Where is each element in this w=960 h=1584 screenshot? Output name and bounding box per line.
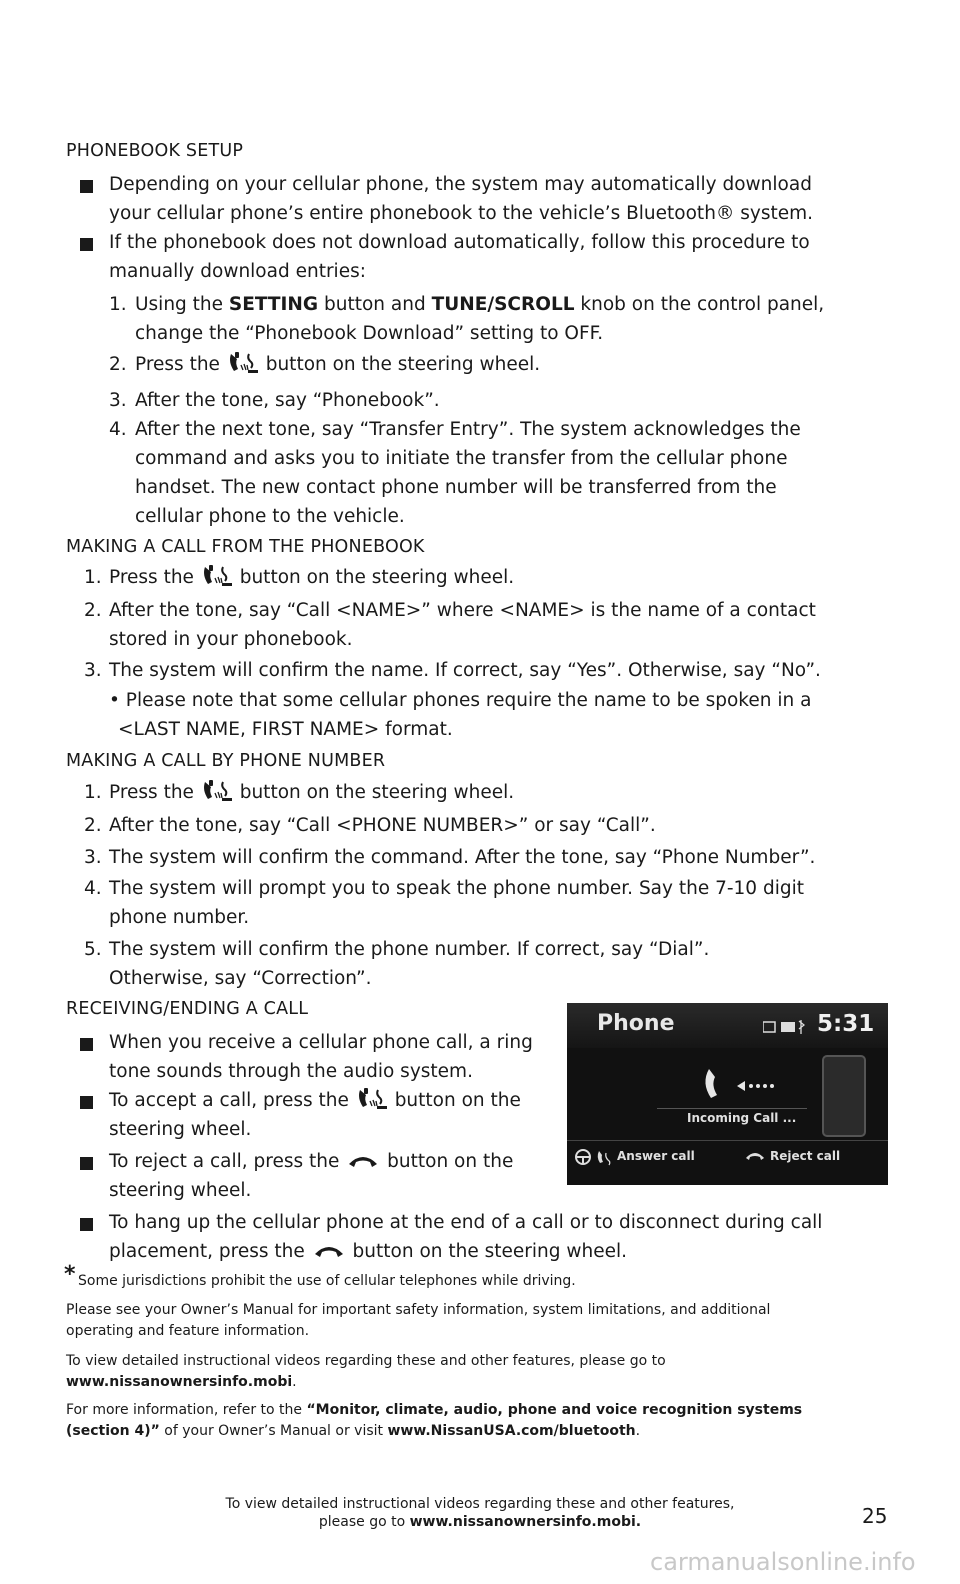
- step-text: The system will confirm the phone number. If correct, say “Dial”.: [109, 939, 710, 960]
- step-number: 2.: [109, 354, 127, 375]
- bullet-text: Depending on your cellular phone, the system may automatically download: [109, 174, 812, 195]
- answer-call-label: Answer call: [617, 1149, 695, 1163]
- screen-title: Phone: [597, 1011, 675, 1036]
- page-number: 25: [862, 1504, 888, 1528]
- step-text: phone number.: [109, 907, 250, 928]
- asterisk: *: [64, 1262, 76, 1287]
- bullet-marker: [80, 238, 93, 251]
- section-heading: MAKING A CALL BY PHONE NUMBER: [66, 751, 386, 771]
- step-number: 2.: [84, 815, 102, 836]
- step-text: command and asks you to initiate the transfer from the cellular phone: [135, 448, 788, 469]
- divider: [567, 1140, 888, 1141]
- footer-text: please go to www.nissanownersinfo.mobi.: [318, 1514, 642, 1530]
- step-text: After the tone, say “Call <PHONE NUMBER>” or say “Call”.: [109, 815, 656, 836]
- reject-icon: [745, 1151, 765, 1161]
- bullet-text: steering wheel.: [109, 1119, 252, 1140]
- footnote-text: www.nissanownersinfo.mobi.: [66, 1374, 297, 1390]
- step-text: After the next tone, say “Transfer Entry”. The system acknowledges the: [135, 419, 801, 440]
- footnote-text: For more information, refer to the “Monitor, climate, audio, phone and voice recognition systems: [66, 1402, 803, 1418]
- footer-link[interactable]: www.nissanownersinfo.mobi.: [409, 1514, 642, 1530]
- step-number: 1.: [84, 567, 102, 588]
- step-text: cellular phone to the vehicle.: [135, 506, 405, 527]
- step-number: 1.: [109, 294, 127, 315]
- footnote-text: operating and feature information.: [66, 1323, 310, 1339]
- bullet-marker: [80, 180, 93, 193]
- bullet-text: tone sounds through the audio system.: [109, 1061, 473, 1082]
- footnote-text: To view detailed instructional videos regarding these and other features, please go to: [66, 1353, 666, 1369]
- footnote-text: Some jurisdictions prohibit the use of cellular telephones while driving.: [78, 1273, 576, 1289]
- step-text: The system will confirm the name. If correct, say “Yes”. Otherwise, say “No”.: [109, 660, 821, 681]
- status-icons: [763, 1019, 805, 1035]
- step-number: 3.: [84, 660, 102, 681]
- step-text: The system will confirm the command. After the tone, say “Phone Number”.: [109, 847, 816, 868]
- bullet-text: manually download entries:: [109, 261, 366, 282]
- step-text: stored in your phonebook.: [109, 629, 353, 650]
- step-number: 2.: [84, 600, 102, 621]
- section-heading: MAKING A CALL FROM THE PHONEBOOK: [66, 537, 425, 557]
- footer-text: To view detailed instructional videos regarding these and other features,: [225, 1496, 735, 1512]
- watermark: carmanualsonline.info: [650, 1548, 916, 1576]
- step-number: 4.: [109, 419, 127, 440]
- step-text: After the tone, say “Phonebook”.: [135, 390, 440, 411]
- step-number: 1.: [84, 782, 102, 803]
- bullet-text: If the phonebook does not download automatically, follow this procedure to: [109, 232, 810, 253]
- bullet-text: steering wheel.: [109, 1180, 252, 1201]
- bullet-text: When you receive a cellular phone call, a ring: [109, 1032, 533, 1053]
- step-number: 3.: [84, 847, 102, 868]
- step-text: Press the button on the steering wheel.: [109, 567, 515, 588]
- step-number: 3.: [109, 390, 127, 411]
- step-text: change the “Phonebook Download” setting to OFF.: [135, 323, 604, 344]
- note-text: <LAST NAME, FIRST NAME> format.: [118, 719, 453, 740]
- bullet-text: your cellular phone’s entire phonebook to the vehicle’s Bluetooth® system.: [109, 203, 814, 224]
- incoming-call-label: Incoming Call ...: [687, 1111, 797, 1125]
- phone-device-icon: [822, 1055, 866, 1137]
- step-number: 5.: [84, 939, 102, 960]
- bullet-text: To reject a call, press the button on the: [109, 1151, 514, 1172]
- section-heading: RECEIVING/ENDING A CALL: [66, 999, 309, 1019]
- footnote-link[interactable]: www.nissanownersinfo.mobi: [66, 1374, 293, 1390]
- steering-talk-icon: [575, 1148, 615, 1166]
- step-text: The system will prompt you to speak the phone number. Say the 7-10 digit: [109, 878, 804, 899]
- footnote-link[interactable]: www.NissanUSA.com/bluetooth: [387, 1423, 636, 1439]
- hang-up-button-icon: [314, 1244, 344, 1258]
- hang-up-button-icon: [348, 1154, 378, 1168]
- footnote-text: Please see your Owner’s Manual for important safety information, system limitations, and additional: [66, 1302, 771, 1318]
- bullet-text: To hang up the cellular phone at the end of a call or to disconnect during call: [109, 1212, 823, 1233]
- step-number: 4.: [84, 878, 102, 899]
- bullet-marker: [80, 1157, 93, 1170]
- bullet-marker: [80, 1038, 93, 1051]
- bullet-text: placement, press the button on the steering wheel.: [109, 1241, 628, 1262]
- bullet-marker: [80, 1096, 93, 1109]
- section-heading: PHONEBOOK SETUP: [66, 141, 244, 161]
- step-text: After the tone, say “Call <NAME>” where <NAME> is the name of a contact: [109, 600, 816, 621]
- step-text: handset. The new contact phone number will be transferred from the: [135, 477, 777, 498]
- bullet-marker: [80, 1218, 93, 1231]
- bullet-text: To accept a call, press the button on the: [109, 1090, 521, 1111]
- divider: [657, 1108, 807, 1109]
- talk-button-icon: [202, 780, 232, 802]
- step-text: Press the button on the steering wheel.: [109, 782, 515, 803]
- phone-screen-image: [567, 1003, 888, 1185]
- talk-button-icon: [228, 352, 258, 374]
- step-text: Press the button on the steering wheel.: [135, 354, 541, 375]
- screen-time: 5:31: [817, 1011, 875, 1037]
- talk-button-icon: [202, 565, 232, 587]
- incoming-phone-icon: [701, 1065, 775, 1101]
- step-text: Otherwise, say “Correction”.: [109, 968, 372, 989]
- reject-call-label: Reject call: [770, 1149, 841, 1163]
- note-text: • Please note that some cellular phones require the name to be spoken in a: [109, 690, 812, 711]
- talk-button-icon: [357, 1088, 387, 1110]
- step-text: Using the SETTING button and TUNE/SCROLL knob on the control panel,: [135, 294, 825, 315]
- footnote-text: (section 4)” of your Owner’s Manual or visit www.NissanUSA.com/bluetooth.: [66, 1423, 641, 1439]
